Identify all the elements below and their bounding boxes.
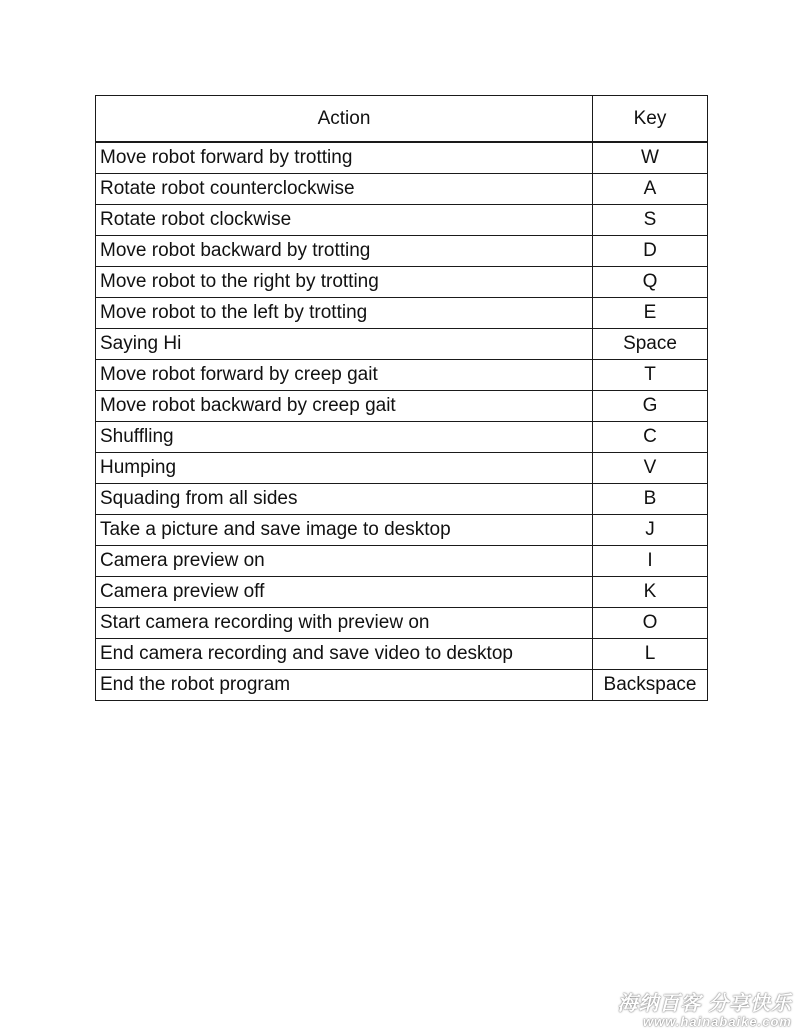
key-cell: E bbox=[593, 298, 708, 329]
action-cell: Move robot to the right by trotting bbox=[96, 267, 593, 298]
key-mapping-table bbox=[95, 95, 708, 701]
key-cell: T bbox=[593, 360, 708, 391]
site-watermark bbox=[617, 994, 792, 1029]
key-cell: B bbox=[593, 484, 708, 515]
table-row bbox=[96, 639, 708, 670]
table-row bbox=[96, 422, 708, 453]
table-row bbox=[96, 546, 708, 577]
action-cell: Take a picture and save image to desktop bbox=[96, 515, 593, 546]
action-cell: Start camera recording with preview on bbox=[96, 608, 593, 639]
table-header-row bbox=[96, 96, 708, 143]
table-row bbox=[96, 267, 708, 298]
key-cell: K bbox=[593, 577, 708, 608]
action-cell: Move robot backward by creep gait bbox=[96, 391, 593, 422]
action-cell: Squading from all sides bbox=[96, 484, 593, 515]
table-row bbox=[96, 484, 708, 515]
action-cell: Rotate robot clockwise bbox=[96, 205, 593, 236]
table-row bbox=[96, 608, 708, 639]
key-cell: V bbox=[593, 453, 708, 484]
action-cell: Move robot to the left by trotting bbox=[96, 298, 593, 329]
table-row bbox=[96, 329, 708, 360]
watermark-title: 海纳百客 分享快乐 bbox=[617, 993, 792, 1016]
key-cell: C bbox=[593, 422, 708, 453]
key-cell: O bbox=[593, 608, 708, 639]
header-action: Action bbox=[96, 96, 593, 143]
key-cell: Q bbox=[593, 267, 708, 298]
action-cell: Move robot backward by trotting bbox=[96, 236, 593, 267]
action-cell: End the robot program bbox=[96, 670, 593, 701]
table-row bbox=[96, 174, 708, 205]
action-cell: Saying Hi bbox=[96, 329, 593, 360]
key-cell: S bbox=[593, 205, 708, 236]
header-key: Key bbox=[593, 96, 708, 143]
table-row bbox=[96, 142, 708, 174]
key-cell: D bbox=[593, 236, 708, 267]
key-cell: Space bbox=[593, 329, 708, 360]
action-cell: Shuffling bbox=[96, 422, 593, 453]
table-body bbox=[96, 142, 708, 701]
action-cell: Camera preview off bbox=[96, 577, 593, 608]
table-row bbox=[96, 577, 708, 608]
action-cell: Move robot forward by trotting bbox=[96, 142, 593, 174]
table-row bbox=[96, 515, 708, 546]
table-row bbox=[96, 205, 708, 236]
table-row bbox=[96, 236, 708, 267]
key-cell: G bbox=[593, 391, 708, 422]
key-cell: W bbox=[593, 142, 708, 174]
action-cell: Rotate robot counterclockwise bbox=[96, 174, 593, 205]
action-cell: Camera preview on bbox=[96, 546, 593, 577]
action-cell: Move robot forward by creep gait bbox=[96, 360, 593, 391]
key-cell: I bbox=[593, 546, 708, 577]
table-row bbox=[96, 298, 708, 329]
watermark-url: www.hainabaike.com bbox=[642, 1014, 792, 1030]
action-cell: End camera recording and save video to desktop bbox=[96, 639, 593, 670]
key-cell: J bbox=[593, 515, 708, 546]
key-cell: A bbox=[593, 174, 708, 205]
action-cell: Humping bbox=[96, 453, 593, 484]
table-row bbox=[96, 391, 708, 422]
table-row bbox=[96, 360, 708, 391]
key-cell: Backspace bbox=[593, 670, 708, 701]
table-row bbox=[96, 670, 708, 701]
key-cell: L bbox=[593, 639, 708, 670]
table-row bbox=[96, 453, 708, 484]
